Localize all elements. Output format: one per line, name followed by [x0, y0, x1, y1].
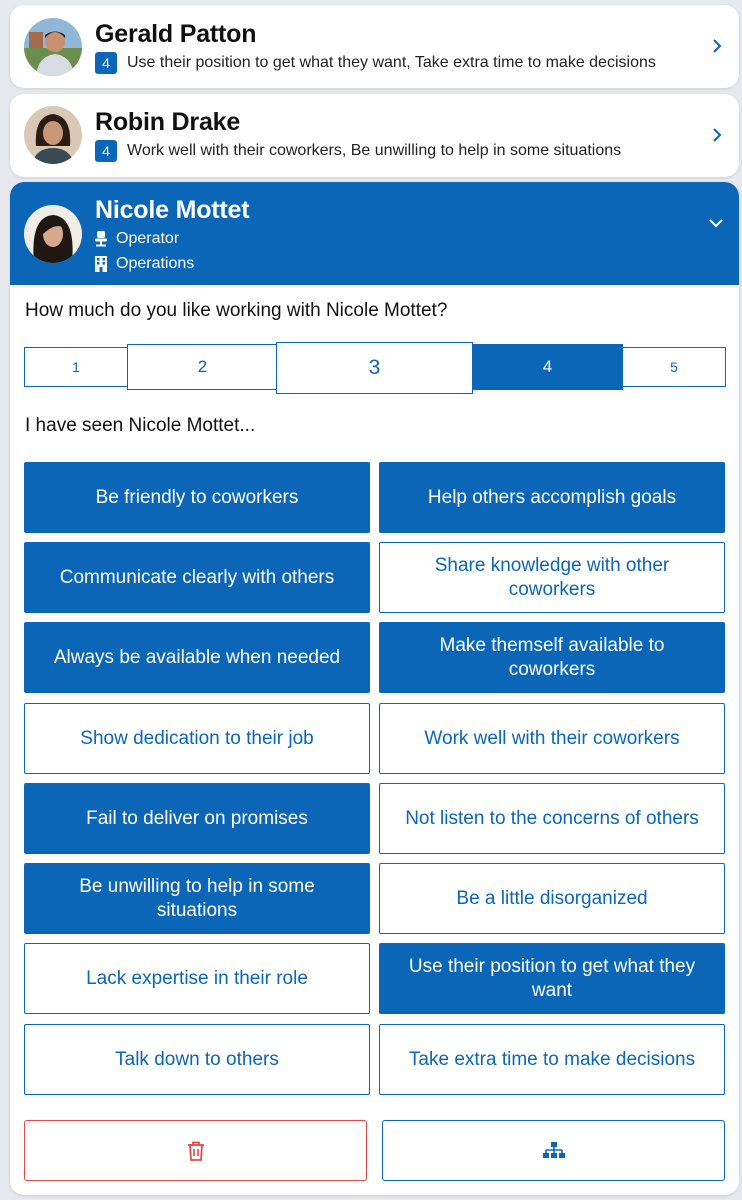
- person-card-nicole: [10, 182, 739, 1195]
- behavior-option[interactable]: Be friendly to coworkers: [24, 462, 370, 533]
- behavior-option[interactable]: Communicate clearly with others: [24, 542, 370, 613]
- building-icon: [94, 256, 108, 272]
- behaviors-heading: I have seen Nicole Mottet...: [25, 415, 256, 436]
- role-line: [94, 230, 179, 248]
- person-name: Robin Drake: [95, 108, 241, 136]
- person-summary: [95, 52, 656, 74]
- behavior-option[interactable]: Work well with their coworkers: [379, 703, 725, 774]
- person-name: Gerald Patton: [95, 20, 257, 48]
- department-line: [94, 255, 194, 273]
- behavior-option[interactable]: Be a little disorganized: [379, 863, 725, 934]
- behavior-option[interactable]: Not listen to the concerns of others: [379, 783, 725, 854]
- chevron-down-icon[interactable]: [707, 216, 725, 230]
- org-chart-icon: [542, 1141, 566, 1161]
- office-chair-icon: [94, 231, 108, 247]
- avatar: [24, 106, 82, 164]
- behavior-count-badge: 4: [95, 140, 117, 162]
- avatar: [24, 205, 82, 263]
- delete-button[interactable]: [24, 1120, 367, 1181]
- rating-question: How much do you like working with Nicole Mottet?: [25, 300, 448, 321]
- rating-option-2[interactable]: 2: [127, 344, 278, 390]
- behavior-option[interactable]: Talk down to others: [24, 1024, 370, 1095]
- rating-scale: [24, 342, 726, 394]
- rating-option-5[interactable]: 5: [622, 347, 726, 387]
- department-text: Operations: [116, 255, 195, 272]
- expanded-card-header[interactable]: [10, 182, 739, 285]
- behavior-option[interactable]: Lack expertise in their role: [24, 943, 370, 1014]
- rating-option-1[interactable]: 1: [24, 347, 128, 387]
- behavior-option[interactable]: Always be available when needed: [24, 622, 370, 693]
- person-card-gerald[interactable]: [10, 5, 739, 88]
- person-name: Nicole Mottet: [95, 196, 250, 224]
- summary-text: Work well with their coworkers, Be unwilling to help in some situations: [127, 142, 622, 159]
- rating-option-4[interactable]: 4: [472, 344, 623, 390]
- behavior-option[interactable]: Be unwilling to help in some situations: [24, 863, 370, 934]
- role-text: Operator: [116, 230, 180, 247]
- trash-icon: [186, 1140, 206, 1162]
- chevron-right-icon[interactable]: [709, 124, 725, 146]
- behavior-count-badge: 4: [95, 52, 117, 74]
- behavior-option[interactable]: Help others accomplish goals: [379, 462, 725, 533]
- behavior-option[interactable]: Use their position to get what they want: [379, 943, 725, 1014]
- rating-option-3[interactable]: 3: [276, 342, 473, 394]
- behavior-option[interactable]: Take extra time to make decisions: [379, 1024, 725, 1095]
- person-summary: [95, 140, 621, 162]
- summary-text: Use their position to get what they want, Take extra time to make decisions: [127, 54, 656, 71]
- behavior-option[interactable]: Share knowledge with other coworkers: [379, 542, 725, 613]
- behavior-option[interactable]: Show dedication to their job: [24, 703, 370, 774]
- behavior-option[interactable]: Make themself available to coworkers: [379, 622, 725, 693]
- chevron-right-icon[interactable]: [709, 35, 725, 57]
- org-chart-button[interactable]: [382, 1120, 725, 1181]
- avatar: [24, 18, 82, 76]
- person-card-robin[interactable]: [10, 94, 739, 177]
- behavior-option[interactable]: Fail to deliver on promises: [24, 783, 370, 854]
